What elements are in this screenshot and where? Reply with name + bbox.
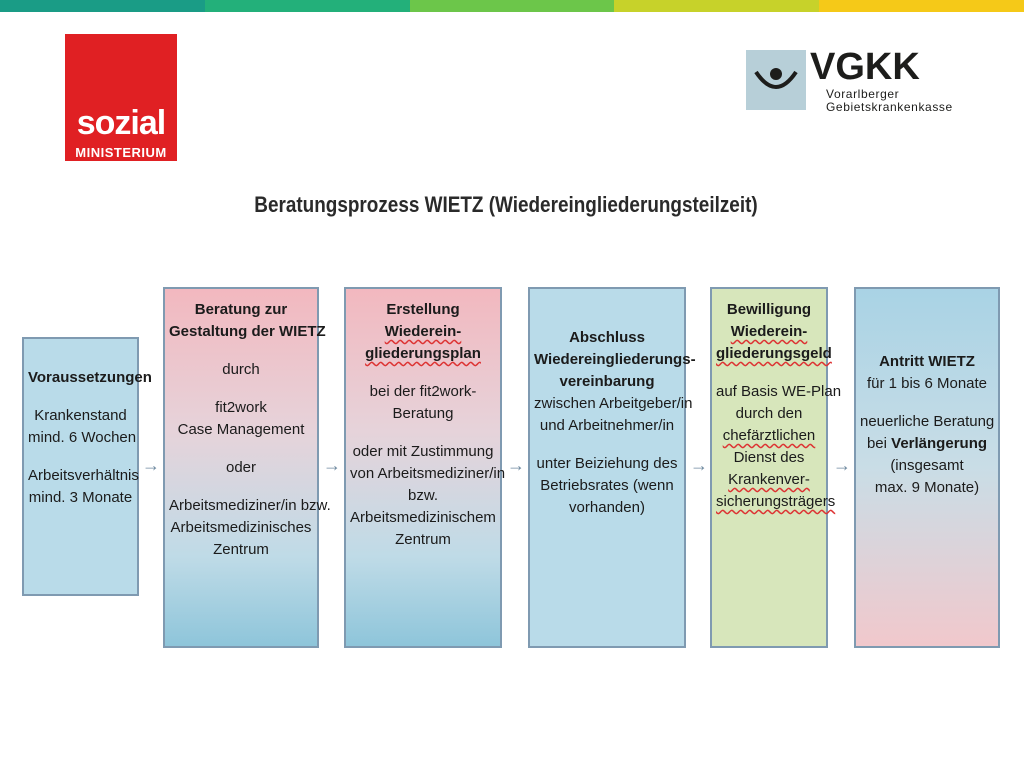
step-line: [534, 371, 680, 393]
step-line: [534, 393, 693, 415]
step-line: [350, 507, 496, 529]
step-box-beratung: [163, 287, 331, 648]
flow-arrow-icon: →: [323, 455, 341, 475]
step-line: [350, 485, 496, 507]
step-line-text: Betriebsrates (wenn: [540, 477, 674, 494]
step-line-text: vorhanden): [569, 499, 645, 516]
step-line-text: Voraussetzungen: [28, 369, 152, 386]
step-line-text: Dienst des: [733, 449, 805, 466]
sozialministerium-logo: [65, 34, 177, 161]
step-line-text: Beratung zur: [194, 301, 288, 318]
step-line: [350, 403, 496, 425]
step-line-text: durch den: [735, 405, 803, 422]
step-line-text: Wiedereingliederungs-: [534, 351, 696, 368]
step-line-text: mind. 6 Wochen: [28, 429, 137, 446]
step-line: [28, 465, 139, 487]
step-box-bewilligung: [710, 287, 842, 648]
flow-arrow-icon: →: [833, 455, 851, 475]
logo-ministerium-text: MINISTERIUM: [75, 145, 167, 160]
step-line: [28, 389, 133, 405]
top-color-bar: [0, 0, 1024, 12]
step-line: [534, 453, 680, 475]
step-line-text: Zentrum: [213, 541, 269, 558]
step-line-text: Arbeitsverhältnis: [28, 467, 139, 484]
step-line-text: Arbeitsmedizinisches: [170, 519, 312, 536]
step-line-text: Krankenstand: [34, 407, 127, 424]
step-line-text: zwischen Arbeitgeber/in: [534, 395, 693, 412]
step-line: [28, 449, 133, 465]
step-line: [716, 447, 822, 469]
step-line: [169, 321, 326, 343]
step-line-text: Zentrum: [395, 531, 451, 548]
step-line-text: Antritt WIETZ: [879, 353, 975, 370]
step-line-text: Wiederein-: [384, 323, 462, 340]
step-line: [860, 411, 994, 433]
step-line: [169, 299, 313, 321]
step-line: [169, 343, 313, 359]
top-bar-segment: [205, 0, 410, 12]
step-line: [716, 425, 822, 447]
step-box-abschluss: [528, 287, 696, 648]
top-bar-segment: [819, 0, 1024, 12]
step-line: [716, 381, 842, 403]
step-line: [534, 497, 680, 519]
step-line: [350, 425, 496, 441]
step-line-text: gliederungsgeld: [716, 345, 832, 362]
step-line-text: vereinbarung: [559, 373, 655, 390]
step-line-text: Bewilligung: [726, 301, 812, 318]
step-line: [169, 539, 313, 561]
step-line: [716, 469, 822, 491]
step-line-text: fit2work: [215, 399, 267, 416]
step-box-antritt: [854, 287, 1000, 648]
step-line: [534, 327, 680, 349]
step-line: [860, 433, 994, 455]
step-line-text: Wiederein-: [730, 323, 808, 340]
step-line: [169, 397, 313, 419]
step-line-text: für 1 bis 6 Monate: [866, 375, 988, 392]
vgkk-subtitle-1: Vorarlberger: [826, 87, 900, 101]
step-line-text: von Arbeitsmediziner/in: [350, 465, 506, 482]
diagram-title: Beratungsprozess WIETZ (Wiedereingliederungsteilzeit): [254, 192, 758, 217]
step-line: [28, 487, 133, 509]
step-line: [860, 477, 994, 499]
step-line: [169, 359, 313, 381]
step-line: [350, 343, 496, 365]
step-line: [28, 405, 133, 427]
step-line: [716, 299, 822, 321]
step-line: [716, 403, 822, 425]
step-line: [860, 351, 994, 373]
vgkk-eye-icon: [746, 50, 806, 110]
step-line: [860, 455, 994, 477]
step-line: [716, 365, 822, 381]
step-line-text: bei: [866, 435, 892, 452]
step-line: [350, 463, 506, 485]
step-line: [534, 349, 696, 371]
step-line: [534, 415, 680, 437]
step-line-text: oder mit Zustimmung: [352, 443, 494, 460]
flow-arrow-icon: →: [142, 455, 160, 475]
step-line-text: bzw.: [407, 487, 438, 504]
step-box-erstellung: [344, 287, 506, 648]
step-line-text: Gestaltung der WIETZ: [169, 323, 326, 340]
step-line: [169, 517, 313, 539]
step-line: [350, 365, 496, 381]
step-line-text: gliederungsplan: [365, 345, 481, 362]
step-line-text: sicherungsträgers: [716, 493, 836, 510]
step-line-text: Krankenver-: [728, 471, 810, 488]
step-line-text: Case Management: [177, 421, 305, 438]
step-line-text: Erstellung: [386, 301, 460, 318]
step-line-text: neuerliche Beratung: [860, 413, 995, 430]
step-line-text: und Arbeitnehmer/in: [539, 417, 675, 434]
step-line: [534, 475, 680, 497]
flow-arrow-icon: →: [690, 455, 708, 475]
step-line: [169, 381, 313, 397]
step-line: [350, 321, 496, 343]
step-line: [350, 381, 496, 403]
step-line-text: Beratung: [392, 405, 454, 422]
step-line: [860, 395, 994, 411]
step-line-text: max. 9 Monate): [874, 479, 980, 496]
step-line: [534, 437, 680, 453]
step-line-text: mind. 3 Monate: [28, 489, 133, 506]
step-line-text: chefärztlichen: [722, 427, 816, 444]
step-line: [716, 343, 832, 365]
top-bar-segment: [410, 0, 615, 12]
step-line-text: Abschluss: [569, 329, 645, 346]
step-line: [860, 373, 994, 395]
step-line: [169, 419, 313, 441]
step-line: [169, 495, 331, 517]
step-line-text: unter Beiziehung des: [536, 455, 678, 472]
step-line-text: auf Basis WE-Plan: [716, 383, 842, 400]
step-line: [350, 529, 496, 551]
step-line: [716, 321, 822, 343]
step-line: [169, 441, 313, 457]
top-bar-segment: [0, 0, 205, 12]
step-line: [350, 441, 496, 463]
step-line: [28, 427, 137, 449]
vgkk-logo: [746, 48, 976, 112]
vgkk-subtitle-2: Gebietskrankenkasse: [826, 100, 953, 114]
step-line-emphasis: Verlängerung: [891, 435, 988, 452]
step-line-text: Arbeitsmedizinischem: [350, 509, 496, 526]
step-line: [716, 491, 836, 513]
step-line-text: oder: [225, 459, 257, 476]
flow-arrow-icon: →: [507, 455, 525, 475]
step-line: [28, 367, 152, 389]
step-line: [350, 299, 496, 321]
step-line-text: (insgesamt: [890, 457, 964, 474]
step-line: [169, 457, 313, 479]
step-line-text: Arbeitsmediziner/in bzw.: [169, 497, 331, 514]
step-box-voraussetzungen: [22, 337, 152, 596]
step-line-text: durch: [222, 361, 260, 378]
logo-sozial-text: sozial: [76, 104, 166, 142]
step-line-text: bei der fit2work-: [369, 383, 477, 400]
vgkk-brand: VGKK: [810, 46, 920, 88]
step-line: [169, 479, 313, 495]
top-bar-segment: [614, 0, 819, 12]
